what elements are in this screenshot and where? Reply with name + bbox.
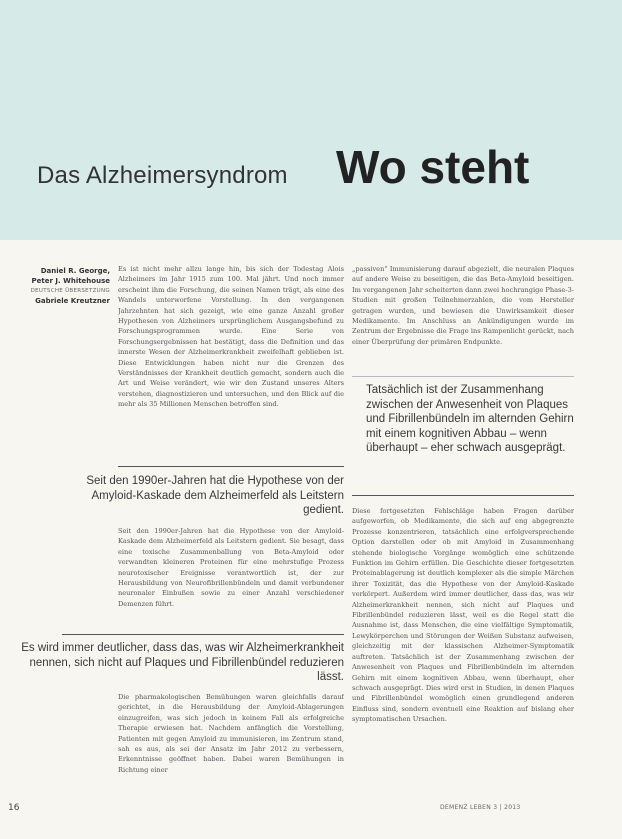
body-paragraph: Seit den 1990er-Jahren hat die Hypothese von der Amyloid-Kaskade dem Alzheimerfeld als Leitstern gedient. Sie besagt, dass eine toxische Zusammenballung von Beta-Amyloid oder verwandten kleineren Proteinen für eine mehrstufige Prozess neurotoxischer Ereignisse verantwortlich ist, der zur Herausbildung von Neurofibrillenbündeln und damit verbundener neuronaler Einbußen sowie zu einer Anzahl verschiedener Demenzen führt. bbox=[118, 527, 344, 608]
column-2-top bbox=[352, 264, 574, 368]
column-1-mid bbox=[118, 526, 344, 628]
pullquote-1: Seit den 1990er-Jahren hat die Hypothese von der Amyloid-Kaskade dem Alzheimerfeld als Leitstern gedient. bbox=[86, 475, 344, 516]
translation-label: DEUTSCHE ÜBERSETZUNG bbox=[30, 288, 110, 294]
body-paragraph: „passiven" Immunisierung darauf abgezielt, die neuralen Plaques auf andere Weise zu beseitigen, die das Beta-Amyloid beseitigen. Im vergangenen Jahr scheiterten dann zwei hochrangige Phase-3-Studien mit großen Teilnehmerzahlen, die vom Hersteller getragen wurden, und bewiesen die Unwirksamkeit dieser Medikamente. Im Anschluss an Ankündigungen wurde im Zentrum der Ergebnisse die Frage ins Rampenlicht gerückt, nach einer Überprüfung der primären Endpunkte. bbox=[352, 265, 574, 346]
pullquote-rule bbox=[352, 376, 574, 377]
column-1-top bbox=[118, 264, 344, 456]
article-subtitle: Das Alzheimersyndrom bbox=[37, 162, 288, 189]
author-name: Peter J. Whitehouse bbox=[31, 277, 110, 285]
author-name: Daniel R. George, bbox=[40, 267, 110, 275]
column-1-bottom bbox=[118, 692, 344, 796]
pullquote-rule bbox=[62, 634, 344, 635]
column-2-bottom bbox=[352, 506, 574, 798]
pullquote-2: Es wird immer deutlicher, dass das, was wir Alzheimerkrankheit nennen, sich nicht auf Plaques und Fibrillenbündel reduzieren lässt. bbox=[21, 642, 344, 683]
footer-source: DEMENZ LEBEN 3 | 2013 bbox=[440, 804, 521, 811]
body-paragraph: Diese fortgesetzten Fehlschläge haben Fragen darüber aufgeworfen, ob Medikamente, die sich auf eng abgegrenzte Prozesse konzentrieren, tatsächlich eine erfolgversprechende Option darstellen oder ob mit Amyloid in Zusammenhang stehende biologische Vorgänge womöglich eine schützende Funktion im Gehirn erfüllen. Die Geschichte dieser fortgesetzten Proteinablagerung ist deutlich komplexer als die simple Märchen ihrer Toxizität, das die Hypothese von der Amyloid-Kaskade verkörpert. Außerdem wird immer deutlicher, dass das, was wir Alzheimerkrankheit nennen, sich nicht auf Plaques und Fibrillenbündel reduzieren lässt, weil es die Regel statt die Ausnahme ist, dass Menschen, die eine vielfältige Symptomatik, Lewykörperchen und Störungen der Weißen Substanz aufweisen, gleichzeitig mit der klassischen Alzheimer-Symptomatik auftreten. Tatsächlich ist der Zusammenhang zwischen der Anwesenheit von Plaques und Fibrillenbündeln im alternden Gehirn mit einem kognitiven Abbau, wenn überhaupt, eher schwach ausgeprägt. Dies wird erst in Studien, in denen Plaques und Fibrillenbündel womöglich einen grundlegend anderen Einfluss sind, sondern eventuell eine Reaktion auf bislang eher symptomatischen Ursachen. bbox=[352, 507, 574, 724]
header-band bbox=[0, 0, 622, 240]
pullquote-rule bbox=[118, 466, 344, 467]
author-block bbox=[20, 266, 110, 306]
article-title: Wo steht bbox=[336, 141, 530, 193]
page-number: 16 bbox=[8, 803, 20, 813]
body-paragraph: Die pharmakologischen Bemühungen waren gleichfalls darauf gerichtet, in die Herausbildung der Amyloid-Ablagerungen einzugreifen, was sich jedoch in keinem Fall als erfolgreiche Therapie erwiesen hat. Nachdem anfänglich die Vorstellung, Patienten mit gegen Amyloid zu immunisieren, im Zentrum stand, sah es aus, als sei der Ansatz im Jahr 2012 zu verbessern, Erkenntnisse geöffnet haben. Dabei waren Bemühungen in Richtung einer bbox=[118, 693, 344, 774]
translator-name: Gabriele Kreutzner bbox=[35, 297, 110, 305]
body-paragraph: Es ist nicht mehr allzu lange hin, bis sich der Todestag Alois Alzheimers im Jahr 1915 zum 100. Mal jährt. Und noch immer erscheint ihm die Forschung, die seinen Namen trägt, als eine des Wandels unterworfene Vorstellung. In den vergangenen Jahrzehnten hat sich gezeigt, wie eine ganze Anzahl großer Hypothesen von Alzheimers ursprünglichem Ausgangsbefund zu Forschungsprogrammen wurde. Eine Serie von Forschungsergebnissen hat bestätigt, dass die Definition und das innerste Wesen der Alzheimerkrankheit zweifelhaft geblieben ist. Diese Entwicklungen haben nicht nur die Grenzen des Verständnisses der Krankheit deutlich gemacht, sondern auch die Art und Weise verändert, wie wir den Zustand unseres Alters verstehen, diagnostizieren und untersuchen, und den Blick auf die mehr als 35 Millionen Menschen betroffen sind. bbox=[118, 265, 344, 409]
pullquote-rule bbox=[352, 495, 574, 496]
pullquote-3: Tatsächlich ist der Zusammenhang zwischen der Anwesenheit von Plaques und Fibrillenbündeln im alternden Gehirn mit einem kognitiven Abbau – wenn überhaupt – eher schwach ausgeprägt. bbox=[366, 384, 574, 454]
